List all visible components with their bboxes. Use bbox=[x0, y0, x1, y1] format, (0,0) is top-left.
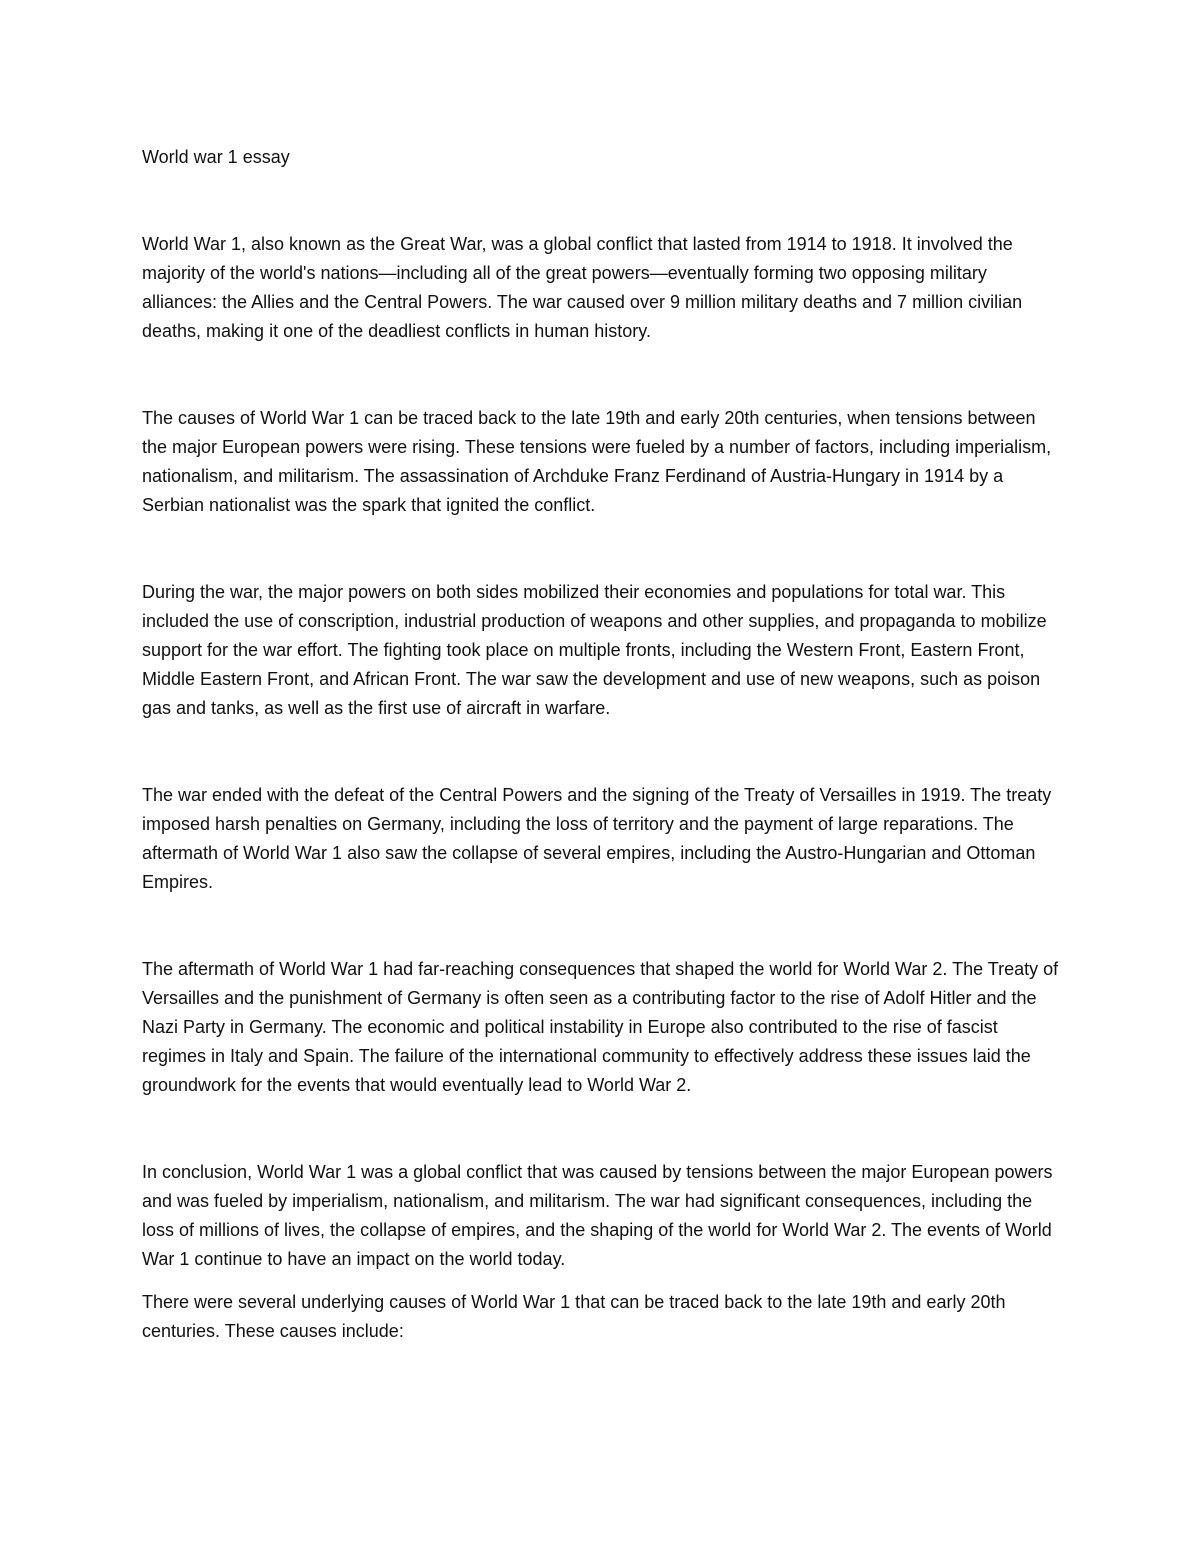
paragraph-causes: The causes of World War 1 can be traced back to the late 19th and early 20th centuries, when tensions between the major European powers were rising. These tensions were fueled by a number of factors, including imperialism, nationalism, and militarism. The assassination of Archduke Franz Ferdinand of Austria-Hungary in 1914 by a Serbian nationalist was the spark that ignited the conflict. bbox=[142, 408, 1052, 515]
document-body bbox=[142, 143, 1062, 1346]
paragraph-conclusion: In conclusion, World War 1 was a global conflict that was caused by tensions between the major European powers and was fueled by imperialism, nationalism, and militarism. The war had significant consequences, including the loss of millions of lives, the collapse of empires, and the shaping of the world for World War 2. The events of World War 1 continue to have an impact on the world today. bbox=[142, 1162, 1053, 1269]
paragraph-aftermath: The aftermath of World War 1 had far-reaching consequences that shaped the world for World War 2. The Treaty of Versailles and the punishment of Germany is often seen as a contributing factor to the rise of Adolf Hitler and the Nazi Party in Germany. The economic and political instability in Europe also contributed to the rise of fascist regimes in Italy and Spain. The failure of the international community to effectively address these issues laid the groundwork for the events that would eventually lead to World War 2. bbox=[142, 959, 1059, 1095]
paragraph-during-war: During the war, the major powers on both sides mobilized their economies and populations for total war. This included the use of conscription, industrial production of weapons and other supplies, and propaganda to mobilize support for the war effort. The fighting took place on multiple fronts, including the Western Front, Eastern Front, Middle Eastern Front, and African Front. The war saw the development and use of new weapons, such as poison gas and tanks, as well as the first use of aircraft in warfare. bbox=[142, 582, 1047, 718]
paragraph-introduction: World War 1, also known as the Great War, was a global conflict that lasted from 1914 to 1918. It involved the majority of the world's nations—including all of the great powers—eventually forming two opposing military alliances: the Allies and the Central Powers. The war caused over 9 million military deaths and 7 million civilian deaths, making it one of the deadliest conflicts in human history. bbox=[142, 234, 1023, 341]
paragraph-war-end: The war ended with the defeat of the Central Powers and the signing of the Treaty of Versailles in 1919. The treaty imposed harsh penalties on Germany, including the loss of territory and the payment of large reparations. The aftermath of World War 1 also saw the collapse of several empires, including the Austro-Hungarian and Ottoman Empires. bbox=[142, 785, 1052, 892]
document-title: World war 1 essay bbox=[142, 147, 290, 167]
paragraph-underlying-causes: There were several underlying causes of World War 1 that can be traced back to the late 19th and early 20th centuries. These causes include: bbox=[142, 1292, 1006, 1341]
